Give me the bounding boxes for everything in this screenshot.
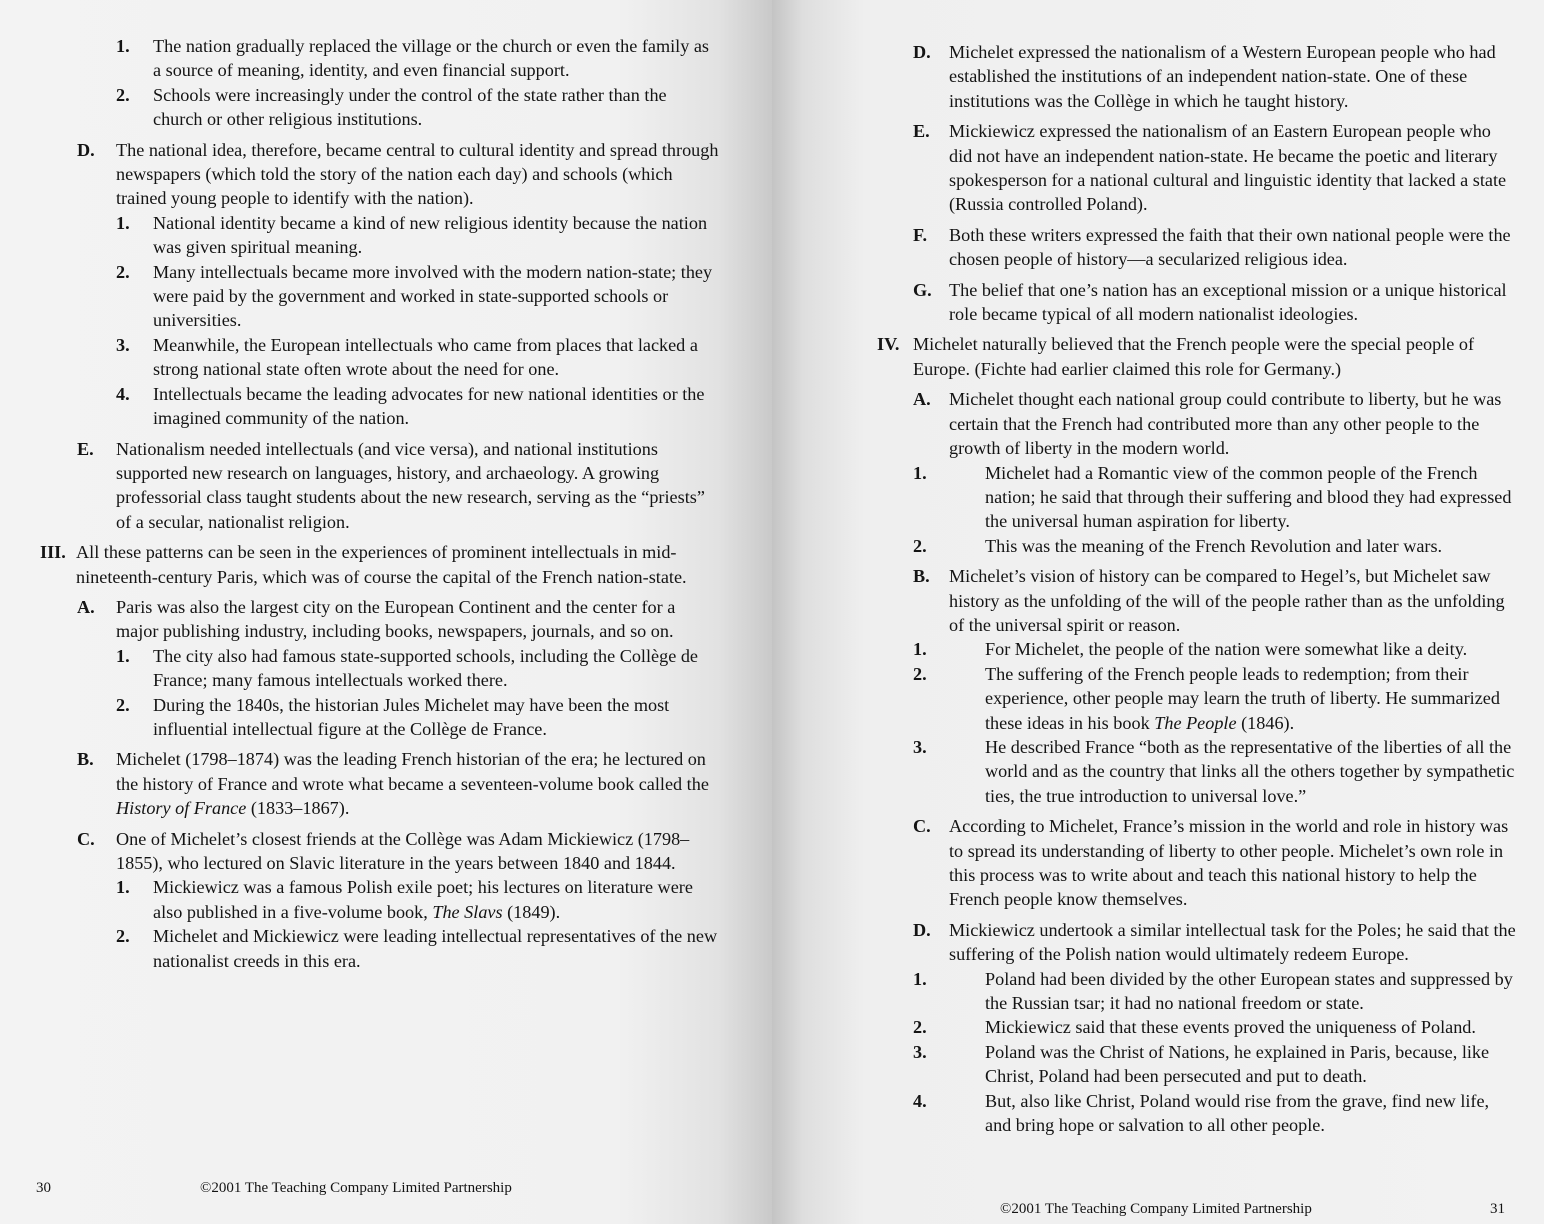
right-outline-item [913,1015,1517,1039]
outline-text: Michelet expressed the nationalism of a Western European people who had established the institutions of an independent nation-state. One of these institutions was the Collège in which he taught history. [949,42,1496,111]
outline-text: Michelet naturally believed that the French people were the special people of Europe. (Fichte had earlier claimed this role for Germany.) [913,334,1475,379]
outline-label: 1. [913,639,927,660]
outline-label: 2. [116,926,130,947]
outline-label: G. [913,279,932,300]
outline-label: B. [77,749,94,770]
outline-text: This was the meaning of the French Revolution and later wars. [985,535,1443,556]
outline-label: 4. [913,1090,927,1111]
outline-text: The nation gradually replaced the village or the church or even the family as a source of meaning, identity, and even financial support. [153,36,710,81]
right-outline-item [913,735,1517,808]
outline-label: 1. [116,212,130,233]
right-outline-item [913,1040,1517,1089]
outline-text: According to Michelet, France’s mission in the world and role in history was to spread its understanding of liberty to other people. Michelet’s own role in this process was to write about and teach this national history to help the French people know themselves. [949,816,1509,910]
outline-label: 2. [116,84,130,105]
outline-text: The belief that one’s nation has an exceptional mission or a unique historical role became typical of all modern nationalist ideologies. [949,279,1507,325]
right-outline-item [913,387,1517,460]
left-outline-item [40,644,720,693]
outline-label: A. [913,389,931,410]
left-outline-item [40,83,720,132]
right-outline-item [877,332,1517,381]
outline-label: 2. [116,261,130,282]
right-outline-item [913,814,1517,912]
right-copyright: ©2001 The Teaching Company Limited Partnership [1000,1201,1312,1217]
outline-text: The national idea, therefore, became central to cultural identity and spread through newspapers (which told the story of the nation each day) and schools (which trained young people to identify with the nation). [116,139,719,209]
book-title: The Slavs [432,901,503,922]
outline-text: Paris was also the largest city on the European Continent and the center for a major publishing industry, including books, newspapers, journals, and so on. [116,596,676,642]
outline-label: 3. [913,1041,927,1062]
left-copyright: ©2001 The Teaching Company Limited Partnership [200,1180,512,1196]
right-outline-item [913,564,1517,637]
outline-label: F. [913,224,927,245]
outline-text: Mickiewicz expressed the nationalism of an Eastern European people who did not have an independent nation-state. He became the poetic and literary spokesperson for a national cultural and linguistic identity that lacked a state (Russia controlled Poland). [949,121,1507,215]
right-outline-item [913,278,1517,327]
outline-text-after: (1833–1867). [246,798,350,819]
left-outline-item [40,437,720,535]
right-outline [877,34,1517,1137]
outline-label: D. [77,139,95,160]
outline-text: During the 1840s, the historian Jules Michelet may have been the most influential intellectual figure at the Collège de France. [153,694,670,739]
outline-label: C. [913,816,931,837]
outline-label: 4. [116,383,130,404]
right-outline-item [913,40,1517,113]
right-page [772,0,1544,1224]
outline-text: Mickiewicz said that these events proved the uniqueness of Poland. [985,1017,1476,1038]
outline-label: 3. [913,736,927,757]
right-outline-item [913,662,1517,735]
outline-text: One of Michelet’s closest friends at the Collège was Adam Mickiewicz (1798–1855), who lectured on Slavic literature in the years between 1840 and 1844. [116,828,690,873]
outline-label: 1. [116,36,130,56]
left-outline-item [40,693,720,742]
left-outline-item [40,540,720,589]
right-page-number: 31 [1490,1201,1505,1217]
outline-label: A. [77,596,95,617]
right-outline-item [913,918,1517,967]
outline-text: Michelet’s vision of history can be compared to Hegel’s, but Michelet saw history as the unfolding of the will of the people rather than as the unfolding of the universal spirit or reason. [949,566,1505,635]
outline-label: D. [913,42,931,62]
outline-text: Both these writers expressed the faith that their own national people were the chosen people of history—a secularized religious idea. [949,224,1511,270]
outline-text: Many intellectuals became more involved with the modern nation-state; they were paid by the government and worked in state-supported schools or universities. [153,261,713,331]
right-outline-item [913,461,1517,534]
outline-label: E. [913,121,930,142]
right-outline-item [913,967,1517,1016]
outline-label: 2. [913,1017,927,1038]
outline-text: Poland had been divided by the other European states and suppressed by the Russian tsar; it had no national freedom or state. [985,968,1513,1014]
left-outline-item [40,747,720,820]
outline-text: The suffering of the French people leads to redemption; from their experience, other people may learn the truth of liberty. He summarized these ideas in his book [985,663,1500,733]
left-outline-item [40,138,720,211]
outline-text: National identity became a kind of new religious identity because the nation was given spiritual meaning. [153,212,708,258]
left-outline-item [40,875,720,924]
outline-text: Nationalism needed intellectuals (and vice versa), and national institutions supported new research on languages, history, and archaeology. A growing professorial class taught students about the new research, serving as the “priests” of a secular, nationalist religion. [116,438,705,532]
outline-label: IV. [877,334,900,355]
outline-label: 1. [913,968,927,989]
left-outline-item [40,211,720,260]
left-outline-item [40,260,720,333]
outline-label: E. [77,438,94,459]
outline-text: Poland was the Christ of Nations, he explained in Paris, because, like Christ, Poland had been persecuted and put to death. [985,1041,1490,1087]
outline-text: Intellectuals became the leading advocates for new national identities or the imagined community of the nation. [153,383,705,429]
book-title: The People [1154,712,1237,733]
outline-label: 1. [913,462,927,483]
outline-label: III. [40,542,66,563]
left-outline-item [40,595,720,644]
outline-text: Michelet (1798–1874) was the leading French historian of the era; he lectured on the history of France and wrote what became a seventeen-volume book called the [116,749,709,794]
outline-text: The city also had famous state-supported schools, including the Collège de France; many famous intellectuals worked there. [153,645,698,691]
outline-text: Meanwhile, the European intellectuals who came from places that lacked a strong national state often wrote about the need for one. [153,334,698,380]
outline-label: 1. [116,645,130,666]
right-outline-item [913,637,1517,661]
left-outline [40,34,720,973]
outline-text-after: (1849). [502,901,561,922]
right-outline-item [913,223,1517,272]
outline-text: He described France “both as the representative of the liberties of all the world and as the country that links all the others together by sympathetic ties, the true introduction to universal love.” [985,736,1515,806]
right-outline-item [913,119,1517,217]
right-outline-item [913,1089,1517,1138]
outline-text: All these patterns can be seen in the experiences of prominent intellectuals in mid-nineteenth-century Paris, which was of course the capital of the French nation-state. [76,542,687,587]
right-outline-item [913,534,1517,558]
outline-label: B. [913,566,930,587]
outline-label: D. [913,919,931,940]
outline-text: But, also like Christ, Poland would rise from the grave, find new life, and bring hope or salvation to all other people. [985,1090,1490,1136]
outline-label: C. [77,828,95,849]
outline-label: 2. [913,535,927,556]
left-outline-item [40,924,720,973]
outline-text: Mickiewicz was a famous Polish exile poet; his lectures on literature were also published in a five-volume book, [153,877,693,922]
left-outline-item [40,34,720,83]
outline-text: Schools were increasingly under the control of the state rather than the church or other religious institutions. [153,84,667,130]
left-outline-item [40,382,720,431]
outline-text: Michelet and Mickiewicz were leading intellectual representatives of the new nationalist creeds in this era. [153,926,718,971]
left-outline-item [40,333,720,382]
outline-text: For Michelet, the people of the nation were somewhat like a deity. [985,639,1468,660]
left-page-number: 30 [36,1180,51,1196]
outline-text: Mickiewicz undertook a similar intellectual task for the Poles; he said that the suffering of the Polish nation would ultimately redeem Europe. [949,919,1516,965]
outline-text: Michelet thought each national group could contribute to liberty, but he was certain that the French had contributed more than any other people to the growth of liberty in the modern world. [949,389,1502,459]
outline-label: 1. [116,877,130,898]
outline-label: 2. [913,663,927,684]
outline-text: Michelet had a Romantic view of the common people of the French nation; he said that through their suffering and blood they had expressed the universal human aspiration for liberty. [985,462,1512,532]
outline-label: 3. [116,334,130,355]
left-outline-item [40,827,720,876]
book-title: History of France [116,798,247,819]
outline-label: 2. [116,694,130,715]
outline-text-after: (1846). [1236,712,1295,733]
